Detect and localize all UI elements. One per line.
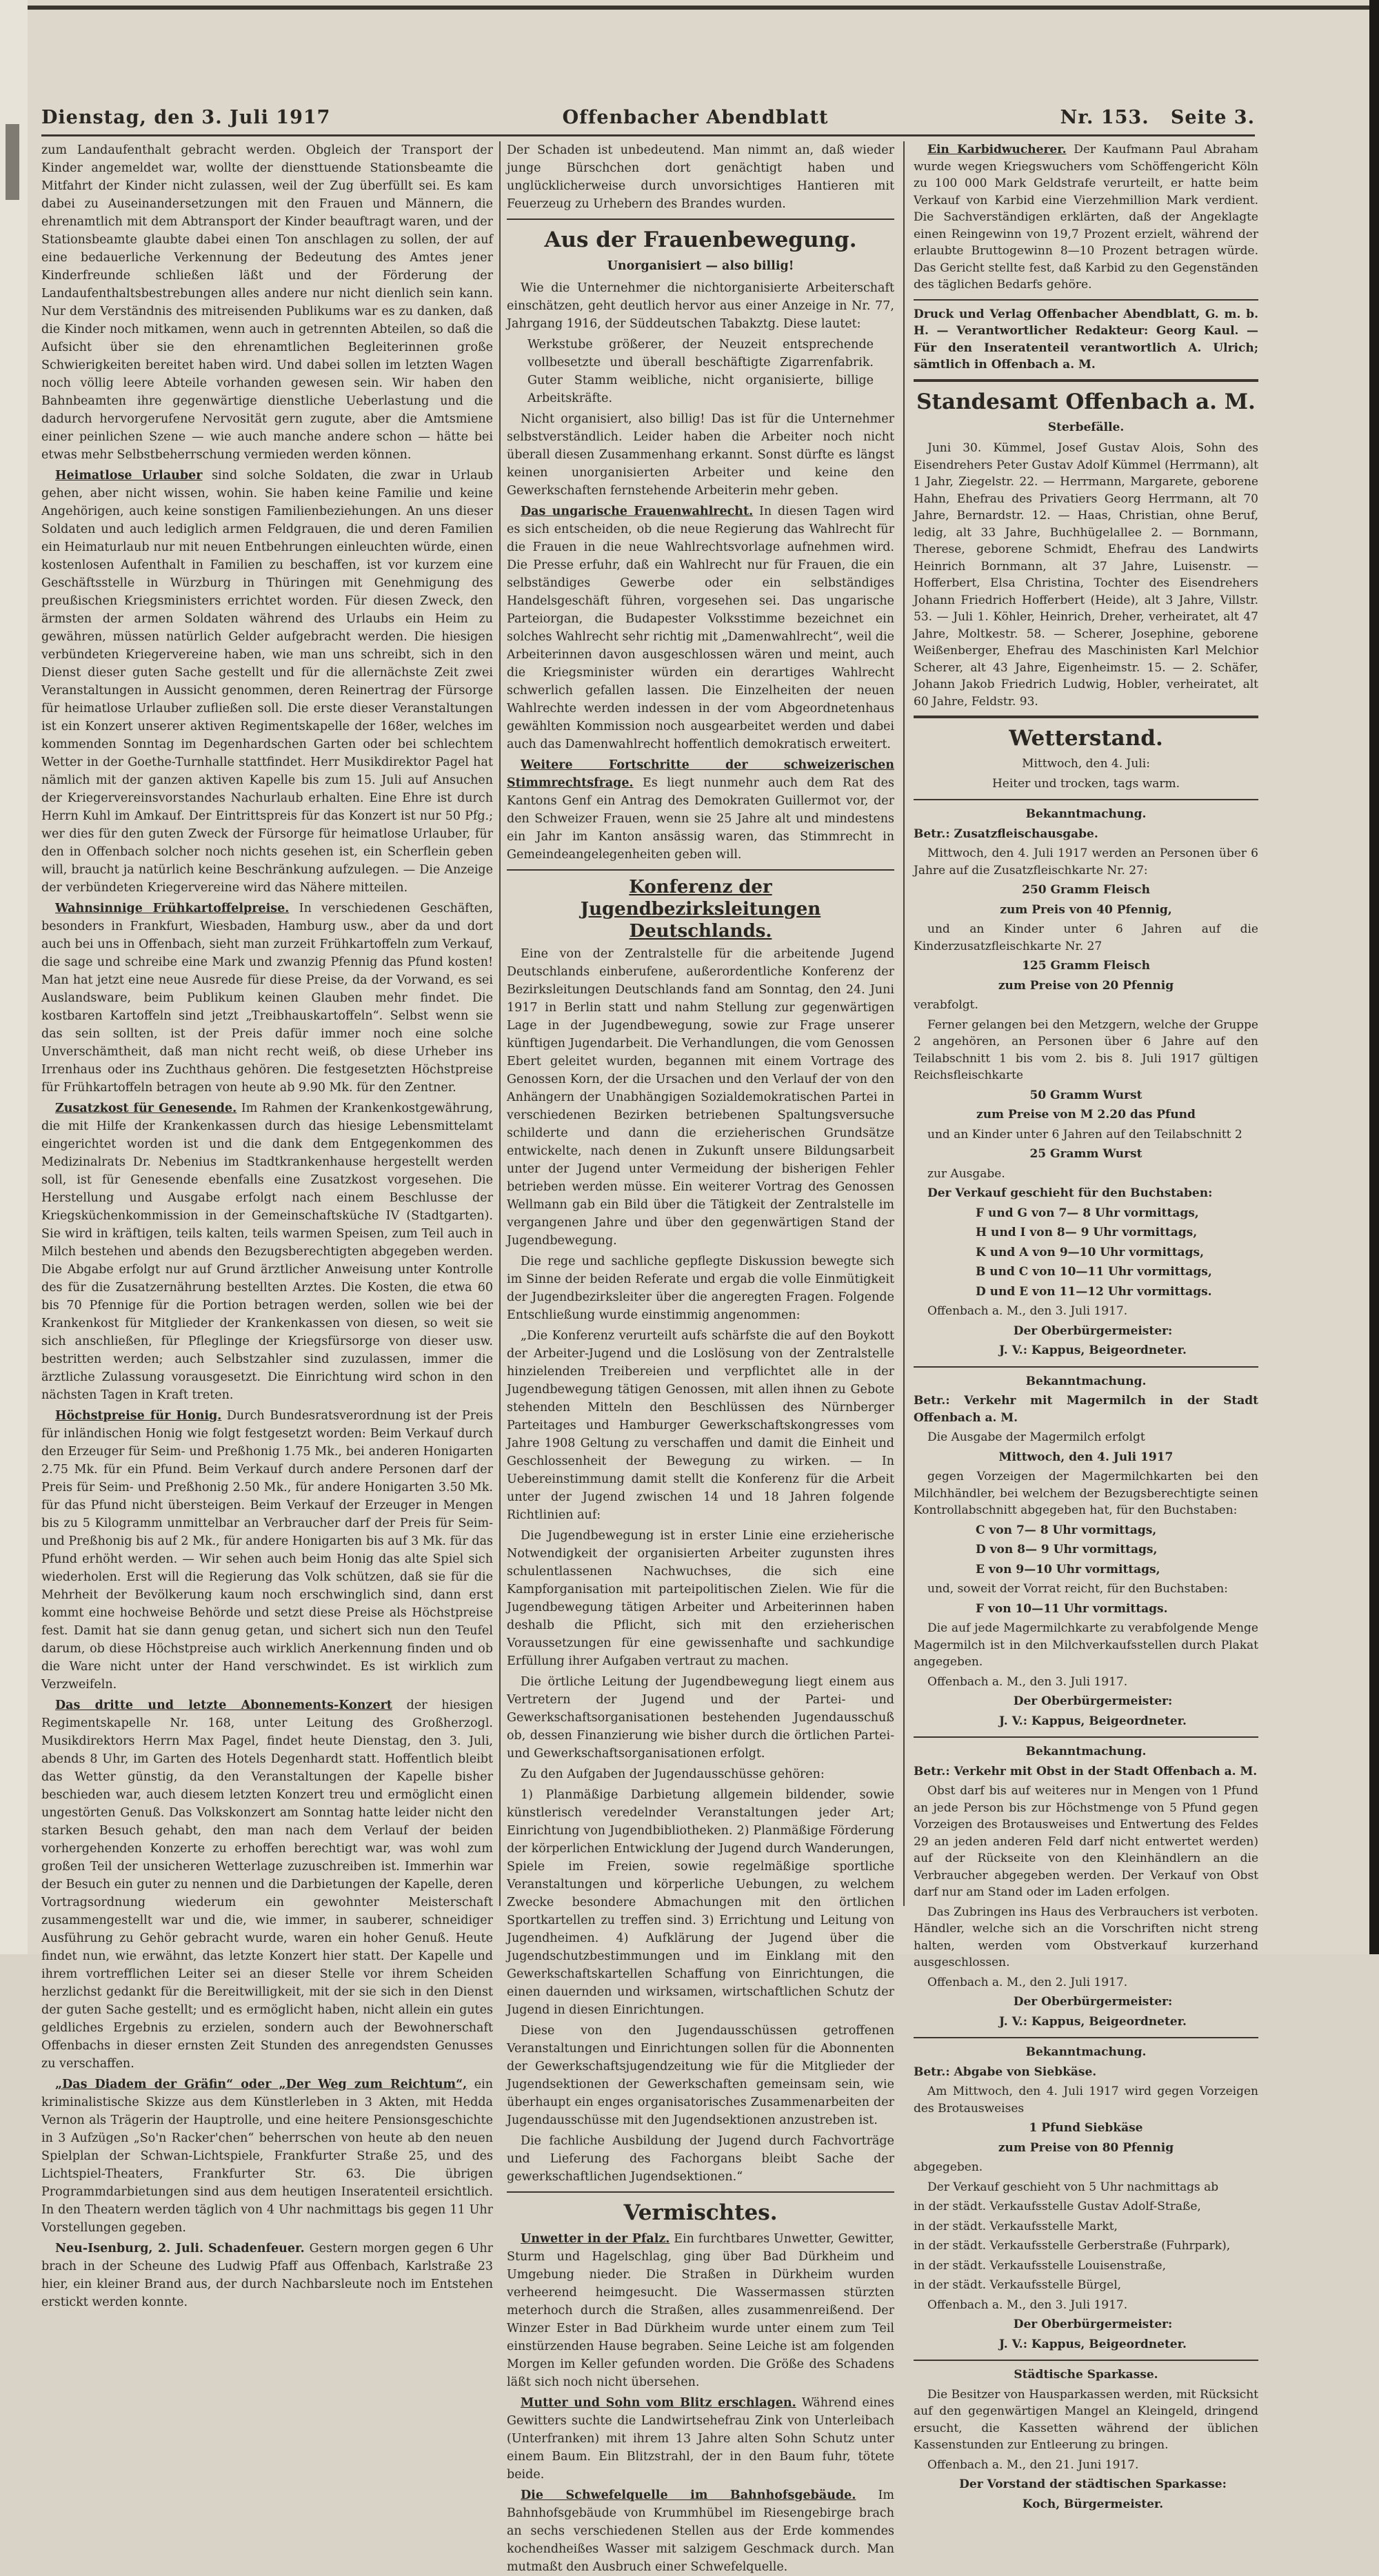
notice-signature: J. V.: Kappus, Beigeordneter. [999, 1343, 1187, 1357]
notice-amount: 50 Gramm Wurst [1029, 1088, 1143, 1102]
section-title-frauenbewegung: Aus der Frauenbewegung. [544, 227, 857, 252]
article-lead: Das ungarische Frauenwahlrecht. [521, 505, 754, 518]
column-rule-1 [499, 141, 501, 1906]
article-text [41, 467, 493, 897]
notice-signature: Der Oberbürgermeister: [1013, 1694, 1173, 1708]
notice-amount: 25 Gramm Wurst [1029, 1147, 1143, 1161]
notice-date: Offenbach a. M., den 21. Juni 1917. [927, 2457, 1139, 2472]
article-body: Gestern morgen gegen 6 Uhr brach in der Scheune des Ludwig Pfaff aus Offenbach, Karlstraße 23 hier, ein kleiner Brand aus, der durch Nachbarsleute noch im Entstehen erstickt werden konnte. [41, 2242, 493, 2309]
notice-text: abgegeben. [914, 2160, 983, 2174]
article-text: „Die Konferenz verurteilt aufs schärfste die auf den Boykott der Arbeiter-Jugend und die Loslösung von der Zentralstelle hinzielenden Treibereien und verpflichtet alle in der Jugendbewegung tätigen Genossen, mit allen ihnen zu Gebote stehenden Mitteln den Beschlüssen des Nürnberger Parteitages und Hamburger Gewerkschaftskongresses vom Jahre 1908 Geltung zu verschaffen und damit die Einheit und Geschlossenheit der Bewegung zu wirken. — In Uebereinstimmung damit stellt die Konferenz für die Arbeit unter der Jugend zwischen 14 und 18 Jahren folgende Richtlinien auf: [507, 1329, 894, 1522]
article-lead: Mutter und Sohn vom Blitz erschlagen. [521, 2396, 796, 2410]
notice-date: Offenbach a. M., den 3. Juli 1917. [927, 2298, 1128, 2312]
top-border [28, 6, 1372, 10]
article-body: Es liegt nunmehr auch dem Rat des Kantons Genf ein Antrag des Demokraten Guillermot vor, der den Schweizer Frauen, wenn sie 25 Jahre alt und mindestens ein Jahr im Kanton ansässig waren, das Stimmrecht in Gemeindeangelegenheiten geben will. [507, 776, 894, 862]
notice-text: Die auf jede Magermilchkarte zu verabfolgende Menge Magermilch ist in den Milchverkaufsstellen durch Plakat angegeben. [914, 1621, 1258, 1669]
section-rule [914, 299, 1258, 301]
notice-title: Städtische Sparkasse. [1014, 2368, 1158, 2382]
article-text [41, 1099, 493, 1404]
article-body: der hiesigen Regimentskapelle Nr. 168, unter Leitung des Großherzogl. Musikdirektors Herrn Max Pagel, findet heute Dienstag, den 3. Juli, abends 8 Uhr, im Garten des Hotels Degenhardt statt. Hoffentlich bleibt das Wetter günstig, da den Veranstaltungen der Kapelle bisher beschieden war, auch diesem letzten Konzert treu und ermöglicht einen ungestörten Genuß. Das Volkskonzert am Sonntag hatte leider nicht den starken Besuch gehabt, den man nach dem Verlauf der beiden vorhergehenden Konzerte zu erhoffen berechtigt war, was wohl zum großen Teil der unsicheren Wetterlage zuzuschreiben ist. Immerhin war der Besuch ein guter zu nennen und die Darbietungen der Kapelle, deren Vortragsordnung wiederum ein gewohnter Meisterschaft zusammengestellt war und die, wie immer, in sauberer, schneidiger Ausführung zu Gehör gebracht wurde, waren ein hoher Genuß. Heute findet nun, wie erwähnt, das letzte Konzert hier statt. Der Kapelle und ihrem vortrefflichen Leiter sei an dieser Stelle vor ihrem Scheiden herzlichst gedankt für die Bereitwilligkeit, mit der sie sich in den Dienst der guten Sache gestellt; und es ermöglicht haben, nicht allein ein gutes geldliches Ergebnis zu erzielen, sondern auch der Bewohnerschaft Offenbachs in dieser ernsten Zeit Stunden des anregendsten Genusses zu verschaffen. [41, 1698, 493, 2071]
notice-text: Die Ausgabe der Magermilch erfolgt [927, 1430, 1145, 1444]
notice-signature: Der Oberbürgermeister: [1013, 2318, 1173, 2331]
article-text [41, 1696, 493, 2073]
article-text [41, 2076, 493, 2237]
notice-subject: Betr.: Verkehr mit Obst in der Stadt Offenbach a. M. [914, 1764, 1258, 1778]
article-body: Ein furchtbares Unwetter, Gewitter, Sturm und Hagelschlag, ging über Bad Dürkheim und Umgebung nieder. Die Straßen in Dürkheim wurden verheerend heimgesucht. Die Wassermassen stürzten meterhoch durch die Straßen, alles zusammenreißend. Der Winzer Ester in Bad Dürkheim wurde unter einem zum Teil einstürzenden Hause begraben. Seine Leiche ist am folgenden Morgen im Keller gefunden worden. Die Größe des Schadens läßt sich noch nicht übersehen. [507, 2232, 894, 2389]
article-text [507, 503, 894, 753]
weather-text: Heiter und trocken, tags warm. [992, 776, 1180, 791]
notice-magermilch [914, 1366, 1258, 1730]
schedule-line: F und G von 7— 8 Uhr vormittags, [976, 1206, 1199, 1220]
column-rule-2 [903, 141, 905, 1906]
section-title-vermischtes: Vermischtes. [623, 2200, 778, 2225]
article-text: Die fachliche Ausbildung der Jugend durch Fachvorträge und Lieferung des Fachorgans bleibt Sache der gewerkschaftlichen Jugendsektionen.“ [507, 2134, 894, 2184]
article-lead: Die Schwefelquelle im Bahnhofsgebäude. [521, 2488, 856, 2502]
notice-text: Ferner gelangen bei den Metzgern, welche der Gruppe 2 angehören, an Personen über 6 Jahre auf den Teilabschnitt 1 bis vom 2. bis 8. Juli 1917 gültigen Reichsfleischkarte [914, 1017, 1258, 1082]
standesamt-subtitle: Sterbefälle. [1047, 420, 1125, 434]
article-body: Im Rahmen der Krankenkostgewährung, die mit Hilfe der Krankenkassen durch das hiesige Lebensmittelamt eingerichtet worden ist und die dank dem Entgegenkommen des Medizinalrats Dr. Nebenius im Stadtkrankenhause hergestellt werden soll, ist für Genesende ebenfalls eine Zusatzkost vorgesehen. Die Herstellung und Ausgabe erfolgt nach einem Beschlusse der Kriegsküchenkommission in der Gemeinschaftsküche IV (Stadtgarten). Sie wird in kräftigen, teils kalten, teils warmen Speisen, zum Teil auch in Milch bestehen und abends den Bezugsberechtigten abgegeben werden. Die Abgabe erfolgt nur auf Grund ärztlicher Anweisung unter Kontrolle des für die Zusatzernährung bestellten Arztes. Die Kosten, die etwa 60 bis 70 Pfennige für die Portion betragen werden, sollen wie bei der Krankenkost für Mitglieder der Krankenkassen von diesen, so weit sie sich anschließen, für Pfleglinge der Kriegsfürsorge von dieser usw. bestritten werden; auch Selbstzahler sind zuzulassen, immer die ärztliche Zulassung vorausgesetzt. Die Einrichtung wird schon in den nächsten Tagen in Kraft treten. [41, 1102, 493, 1402]
sales-location: in der städt. Verkaufsstelle Louisenstraße, [914, 2258, 1167, 2273]
article-text [507, 2486, 894, 2576]
sales-location: in der städt. Verkaufsstelle Markt, [914, 2219, 1118, 2233]
notice-sparkasse [914, 2360, 1258, 2513]
page-right-edge [1369, 0, 1379, 1954]
notice-price: zum Preise von 20 Pfennig [998, 978, 1174, 993]
notice-text: Mittwoch, den 4. Juli 1917 werden an Personen über 6 Jahre auf die Zusatzfleischkarte Nr. 27: [914, 846, 1258, 878]
schedule-line: F von 10—11 Uhr vormittags. [976, 1601, 1168, 1616]
notice-text: Der Verkauf geschieht von 5 Uhr nachmittags ab [927, 2180, 1219, 2194]
article-text [914, 141, 1258, 294]
section-subtitle: Unorganisiert — also billig! [607, 259, 794, 273]
column-3 [914, 141, 1259, 2511]
notice-price: zum Preis von 40 Pfennig, [1000, 902, 1172, 917]
imprint: Druck und Verlag Offenbacher Abendblatt, G. m. b. H. — Verantwortlicher Redakteur: Georg Kaul. — Für den Inseratenteil verantwortlich A. Ulrich; sämtlich in Offenbach a. M. [914, 307, 1258, 372]
sales-location: in der städt. Verkaufsstelle Gerberstraße (Fuhrpark), [914, 2239, 1231, 2253]
notice-subject: Betr.: Verkehr mit Magermilch in der Stadt Offenbach a. M. [914, 1394, 1258, 1425]
article-text: Die örtliche Leitung der Jugendbewegung liegt einem aus Vertretern der Jugend und der Partei- und Gewerkschaftsorganisationen bestehenden Jugendausschuß ob, dessen Finanzierung wie bisher durch die örtlichen Partei- und Gewerkschaftsorganisationen erfolgt. [507, 1675, 894, 1761]
article-dateline: Neu-Isenburg, 2. Juli. [55, 2242, 204, 2255]
article-text [41, 900, 493, 1097]
notice-amount: 1 Pfund Siebkäse [1029, 2121, 1143, 2135]
article-text: Die rege und sachliche gepflegte Diskussion bewegte sich im Sinne der beiden Referate und ergab die volle Einmütigkeit der Jugendbezirksleiter über die angeregten Fragen. Folgende Entschließung wurde einstimmig angenommen: [507, 1255, 894, 1322]
article-text: Wie die Unternehmer die nichtorganisierte Arbeiterschaft einschätzen, geht deutlich hervor aus einer Anzeige in Nr. 77, Jahrgang 1916, der Süddeutschen Tabakztg. Diese lautet: [507, 281, 894, 331]
notice-subject: Betr.: Abgabe von Siebkäse. [914, 2065, 1097, 2079]
article-body: sind solche Soldaten, die zwar in Urlaub gehen, aber nicht wissen, wohin. Sie haben keine Familie und keine Angehörigen, auch keine sonstigen Familienbeziehungen. An uns dieser Soldaten und auch lediglich armen Feldgrauen, die und deren Familien ein Heimaturlaub nur mit neuen Entbehrungen einleuchten würde, einen kostenlosen Aufenthalt in Familien zu beschaffen, ist vor kurzem eine Geschäftsstelle in Würzburg in Thüringen mit Genehmigung des preußischen Kriegsministers errichtet worden. Für diesen Zweck, den ärmsten der armen Soldaten während des Urlaubs ein Heim zu gewähren, müssen natürlich Gelder aufgebracht werden. Die hiesigen verbündeten Kriegervereine haben, wie man uns schreibt, sich in den Dienst dieser guten Sache gestellt und für die allernächste Zeit zwei Veranstaltungen in Aussicht genommen, deren Reinertrag der Fürsorge für heimatlose Urlauber zufließen soll. Die erste dieser Veranstaltungen ist ein Konzert unserer aktiven Regimentskapelle der 168er, welches im kommenden Sonntag im Degenhardschen Garten oder bei schlechtem Wetter in der Goethe-Turnhalle stattfindet. Herr Musikdirektor Pagel hat nämlich mit der ganzen aktiven Kapelle bis zum 15. Juli auf Ansuchen der Kriegervereinsvorstandes Nachurlaub erhalten. Eine Ehre ist durch Herrn Kuhl im Amkauf. Der Eintrittspreis für das Konzert ist nur 50 Pfg.; wer dies für den guten Zweck der Fürsorge für heimatlose Urlauber, für den in Offenbach solcher noch nichts gesehen ist, ein Scherflein geben will, braucht ja natürlich keine Beschränkung aufzulegen. — Die Anzeige der verbündeten Kriegervereine wird das Nähere mitteilen. [41, 469, 494, 895]
schedule-line: K und A von 9—10 Uhr vormittags, [976, 1245, 1205, 1259]
schedule-line: C von 7— 8 Uhr vormittags, [976, 1523, 1157, 1537]
page-left-margin [0, 0, 28, 1954]
header-issue: Nr. 153. [1060, 106, 1149, 128]
article-lead: „Das Diadem der Gräfin“ oder „Der Weg zum Reichtum“, [55, 2078, 467, 2091]
notice-amount: 250 Gramm Fleisch [1022, 883, 1150, 897]
article-text: Diese von den Jugendausschüssen getroffenen Veranstaltungen und Einrichtungen sollen für die Abonnenten der Gewerkschaftsjugendzeitung wie für die Mitglieder der Jugendsektionen der Gewerkschaften gemeinsam sein, wie überhaupt ein enges organisatorisches Zusammenarbeiten der Jugendausschüsse mit den Jugendsektionen anzustreben ist. [507, 2024, 894, 2127]
section-rule [507, 219, 894, 220]
section-rule [507, 869, 894, 871]
header-date: Dienstag, den 3. Juli 1917 [41, 106, 331, 128]
article-lead: Ein Karbidwucherer. [927, 143, 1067, 156]
notice-price: zum Preise von 80 Pfennig [998, 2140, 1174, 2155]
notice-text: zur Ausgabe. [927, 1166, 1005, 1181]
header-issue-page [1060, 107, 1255, 128]
notice-title: Bekanntmachung. [1025, 807, 1147, 821]
article-text: Der Schaden ist unbedeutend. Man nimmt an, daß wieder junge Bürschchen dort genächtigt haben und unglücklicherweise durch unvorsichtiges Hantieren mit Feuerzeug zu Urhebern des Brandes wurden. [507, 143, 894, 211]
article-body: ein kriminalistische Skizze aus dem Künstlerleben in 3 Akten, mit Hedda Vernon als Trägerin der Hauptrolle, und eine heitere Pensionsgeschichte in 3 Aufzügen „So'n Racker'chen“ beherrschen von heute ab den neuen Spielplan der Schwan-Lichtspiele, Frankfurter Straße 25, und des Lichtspiel-Theaters, Frankfurter Str. 63. Die übrigen Programmdarbietungen sind aus dem heutigen Inseratenteil ersichtlich. In den Theatern werden täglich von 4 Uhr nachmittags bis gegen 11 Uhr Vorstellungen gegeben. [41, 2078, 493, 2235]
article-text: Zu den Aufgaben der Jugendausschüsse gehören: [521, 1767, 825, 1781]
notice-signature: J. V.: Kappus, Beigeordneter. [999, 1714, 1187, 1728]
notice-text: Der Verkauf geschieht für den Buchstaben: [927, 1186, 1213, 1200]
article-body: Durch Bundesratsverordnung ist der Preis für inländischen Honig wie folgt festgesetzt worden: Beim Verkauf durch den Erzeuger für Seim- und Preßhonig 1.75 Mk., bei anderen Honigarten 2.75 Mk. für ein Pfund. Beim Verkauf durch andere Personen darf der Preis für Seim- und Preßhonig 2.50 Mk., für andere Honigarten 3.50 Mk. für das Pfund nicht übersteigen. Beim Verkauf der Erzeuger in Mengen bis zu 5 Kilogramm unmittelbar an Verbraucher darf der Preis für Seim- und Preßhonig bis auf 2 Mk., für andere Honigarten bis auf 3 Mk. für das Pfund erhöht werden. — Wir sehen auch beim Honig das alte Spiel sich wiederholen. Erst will die Regierung das Volk schützen, daß sie für die Mehrheit der Bevölkerung kaum noch erschwinglich sind, dann erst kommt eine hochweise Behörde und setzt diese Preise als Höchstpreise fest. Damit hat sie dann genug getan, und sichert sich nun den Teufel darum, ob diese Höchstpreise auch wirklich Anerkennung finden und ob die Ware nicht unter der Hand verschwindet. Es ist wirklich zum Verzweifeln. [41, 1409, 493, 1692]
quoted-advert: Werkstube größerer, der Neuzeit entsprechende vollbesetzte und überall beschäftigte Zigarrenfabrik. Guter Stamm weibliche, nicht organisierte, billige Arbeitskräfte. [527, 338, 874, 405]
article-lead: Schadenfeuer. [208, 2242, 305, 2255]
article-lead: Zusatzkost für Genesende. [55, 1102, 237, 1115]
article-lead: Höchstpreise für Honig. [55, 1409, 222, 1423]
notice-signature: Der Oberbürgermeister: [1013, 1324, 1173, 1338]
article-lead: Weitere Fortschritte der schweizerischen Stimmrechtsfrage. [507, 758, 894, 790]
notice-signature: Der Oberbürgermeister: [1013, 1995, 1173, 2009]
notice-signature: Der Vorstand der städtischen Sparkasse: [959, 2477, 1227, 2491]
notice-obst [914, 1736, 1258, 2030]
page-header [41, 103, 1255, 131]
notice-text: Das Zubringen ins Haus des Verbrauchers ist verboten. Händler, welche sich an die Vorschriften nicht streng halten, werden vom Obstverkauf kurzerhand ausgeschlossen. [914, 1905, 1258, 1969]
notice-zusatzfleisch [914, 799, 1258, 1359]
article-text: Die Jugendbewegung ist in erster Linie eine erzieherische Notwendigkeit der organisierten Arbeiter zugunsten ihres schulentlassenen Nachwuchses, die sich eine Kampforganisation mit parteipolitischen Zielen. Wie für die Jugendbewegung tätigen Arbeiter und Arbeiterinnen haben deshalb die Pflicht, sich mit den erzieherischen Voraussetzungen für eine gewissenhafte und sachkundige Erfüllung ihrer Aufgaben vertraut zu machen. [507, 1529, 894, 1668]
article-body: Im Bahnhofsgebäude von Krummhübel im Riesengebirge brach an sechs verschiedenen Stellen aus der Erde kommendes kochendheißes Wasser mit salzigem Geschmack durch. Man mutmaßt den Ausbruch einer Schwefelquelle. [507, 2488, 894, 2574]
schedule-line: H und I von 8— 9 Uhr vormittags, [976, 1226, 1198, 1239]
sales-location: in der städt. Verkaufsstelle Bürgel, [914, 2278, 1122, 2292]
notice-text: gegen Vorzeigen der Magermilchkarten bei den Milchhändler, bei welchem der Bezugsberechtigte seinen Kontrollabschnitt abgegeben hat, für den Buchstaben: [914, 1470, 1258, 1517]
notice-text: und, soweit der Vorrat reicht, für den Buchstaben: [927, 1582, 1228, 1596]
schedule-line: B und C von 10—11 Uhr vormittags, [976, 1265, 1212, 1279]
article-text [41, 1407, 493, 1694]
schedule-line: E von 9—10 Uhr vormittags, [976, 1562, 1160, 1576]
schedule-line: D und E von 11—12 Uhr vormittags. [976, 1284, 1212, 1299]
notice-text: und an Kinder unter 6 Jahren auf den Teilabschnitt 2 [927, 1127, 1242, 1142]
section-title-konferenz: Konferenz der Jugendbezirksleitungen Deutschlands. [580, 877, 821, 942]
article-body: In verschiedenen Geschäften, besonders in Frankfurt, Wiesbaden, Hamburg usw., aber da und dort auch bei uns in Offenbach, sieht man zurzeit Frühkartoffeln zum Verkauf, die sage und schreibe eine Mark und zwanzig Pfennig das Pfund kosten! Man hat jetzt eine neue Ausrede für diese Preise, da der Vorwand, es sei Auslandsware, beim Publikum keinen Glauben mehr findet. Die kostbaren Kartoffeln sind jetzt „Treibhauskartoffeln“. Selbst wenn sie das sein sollten, ist der Preis dafür immer noch eine solche Unverschämtheit, daß man nicht recht weiß, ob diese Urheber ins Irrenhaus oder ins Zuchthaus gehören. Die festgesetzten Höchstpreise für Frühkartoffeln betragen von heute ab 9.90 Mk. für den Zentner. [41, 902, 493, 1095]
article-text [507, 2394, 894, 2484]
article-body: In diesen Tagen wird es sich entscheiden, ob die neue Regierung das Wahlrecht für die Frauen in die neue Wahlrechtsvorlage aufnehmen wird. Die Presse erfuhr, daß ein Wahlrecht nur für Frauen, die ein selbständiges Gewerbe oder ein selbständiges Handelsgeschäft führen, vorgesehen sei. Das ungarische Parteiorgan, die Budapester Volksstimme bezeichnet ein solches Wahlrecht sehr richtig mit „Damenwahlrecht“, weil die Arbeiterinnen davon ausgeschlossen wären und meint, auch die Kriegsminister würden ein derartiges Wahlrecht schwerlich gefallen lassen. Die Einzelheiten der neuen Wahlrechte werden indessen in der vom Abgeordnetenhaus gewählten Kommission noch ausgearbeitet werden und dabei auch das Damenwahlrecht hoffentlich demokratisch erweitert. [507, 505, 894, 751]
notice-siebkaese [914, 2037, 1258, 2353]
article-text: zum Landaufenthalt gebracht werden. Obgleich der Transport der Kinder angemeldet war, wollte der diensttuende Stationsbeamte die Mitfahrt der Kinder nicht zulassen, weil der Zug überfüllt sei. Es kam dabei zu Auseinandersetzungen mit den Frauen und Männern, die ehrenamtlich mit dem Abtransport der Kinder beauftragt waren, und der Stationsbeamte glaubte dabei einen Ton anschlagen zu sollen, der auf eine bedauerliche Verkennung der Bedeutung des Amtes jener Kinderfreunde schließen läßt und der Förderung der Landaufenthaltsbestrebungen alles andere nur nicht dienlich sein kann. Nur dem Verständnis des mitreisenden Publikums war es zu danken, daß die Kinder noch mitkamen, wenn auch in getrennten Abteilen, so daß die Aufsicht über sie den ehrenamtlichen Begleiterinnen große Schwierigkeiten bereitet haben wird. Und dabei sollen im letzten Wagen noch völlig leere Abteile vorhanden gewesen sein. Wir haben den Bahnbeamten ihre gegenwärtige dienstliche Ueberlastung und die dadurch hervorgerufene Nervosität gern zugute, aber die Amtsmiene einer peinlichen Szene — wie auch manche andere schon — hätte bei etwas mehr Selbstbeherrschung vermieden werden können. [41, 143, 493, 462]
notice-title: Bekanntmachung. [1025, 1374, 1147, 1388]
notice-date: Offenbach a. M., den 3. Juli 1917. [927, 1304, 1128, 1318]
article-text: Eine von der Zentralstelle für die arbeitende Jugend Deutschlands einberufene, außerordentliche Konferenz der Bezirksleitungen Deutschlands fand am Sonntag, den 24. Juni 1917 in Berlin statt und nahm Stellung zur gegenwärtigen Lage in der Jugendbewegung, sowie zur Frage unserer künftigen Jugendarbeit. Die Verhandlungen, die vom Genossen Ebert geleitet wurden, begannen mit einem Vortrage des Genossen Korn, der die Ursachen und den Verlauf der von den Anhängern der Unabhängigen Sozialdemokratischen Partei in verschiedenen Bezirken betriebenen Spaltungsversuche schilderte und dann die erzieherischen Grundsätze entwickelte, nach denen in Zukunft unsere Bildungsarbeit unter der Jugend unter Vermeidung der bisherigen Fehler betrieben werden müsse. Ein weiterer Vortrag des Genossen Wellmann gab ein Bild über die Tätigkeit der Zentralstelle im vergangenen Jahre und über den gegenwärtigen Stand der Jugendbewegung. [507, 947, 894, 1248]
notice-text: Am Mittwoch, den 4. Juli 1917 wird gegen Vorzeigen des Brotausweises [914, 2085, 1258, 2116]
article-text: Nicht organisiert, also billig! Das ist für die Unternehmer selbstverständlich. Leider haben die Arbeiter noch nicht überall diesen Zusammenhang erkannt. Sonst dürfte es längst keinen unorganisierten Arbeiter und keine den Gewerkschaften fernstehende Arbeiterin mehr geben. [507, 412, 894, 498]
notice-amount: 125 Gramm Fleisch [1022, 959, 1150, 973]
notice-subject: Betr.: Zusatzfleischausgabe. [914, 826, 1098, 841]
article-lead: Heimatlose Urlauber [55, 469, 203, 483]
article-list: 1) Planmäßige Darbietung allgemein bildender, sowie künstlerisch veredelnder Veranstaltungen jeder Art; Einrichtung von Jugendbibliotheken. 2) Planmäßige Förderung der körperlichen Entwicklung der Jugend durch Wanderungen, Spiele im Freien, sowie regelmäßige sportliche Veranstaltungen und körperliche Uebungen, zu welchem Zwecke besondere Abmachungen mit den örtlichen Sportkartellen zu treffen sind. 3) Errichtung und Leitung von Jugendheimen. 4) Aufklärung der Jugend über die Jugendschutzbestimmungen und im Einklang mit den Gewerkschaftskartellen Schaffung von Einrichtungen, die einen dauernden und wirksamen, wirtschaftlichen Schutz der Jugend in diesen Einrichtungen. [507, 1788, 894, 2017]
notice-title: Bekanntmachung. [1025, 2045, 1147, 2059]
article-lead: Unwetter in der Pfalz. [521, 2232, 670, 2246]
section-rule [507, 2191, 894, 2193]
header-rule [41, 134, 1255, 136]
article-body: Während eines Gewitters suchte die Landwirtsehefrau Zink von Unterleibach (Unterfranken) mit ihrem 13 Jahre alten Sohn Schutz unter einem Baum. Ein Blitzstrahl, der in den Baum fuhr, tötete beide. [507, 2396, 894, 2482]
article-text [41, 2240, 493, 2311]
notice-date: Offenbach a. M., den 2. Juli 1917. [927, 1975, 1128, 1989]
notice-signature: J. V.: Kappus, Beigeordneter. [999, 2014, 1187, 2029]
weather-date: Mittwoch, den 4. Juli: [1022, 757, 1150, 771]
notice-date: Offenbach a. M., den 3. Juli 1917. [927, 1674, 1128, 1689]
notice-signature: Koch, Bürgermeister. [1022, 2497, 1164, 2511]
weather-title: Wetterstand. [1009, 726, 1163, 751]
standesamt-title: Standesamt Offenbach a. M. [916, 389, 1256, 414]
sales-location: in der städt. Verkaufsstelle Gustav Adolf-Straße, [914, 2200, 1201, 2213]
column-1 [41, 141, 494, 2309]
header-page: Seite 3. [1170, 106, 1255, 128]
notice-text: Obst darf bis auf weiteres nur in Mengen von 1 Pfund an jede Person bis zur Höchstmenge von 5 Pfund gegen Vorzeigen des Brotausweises und Entwertung des Feldes 29 an jeden anderen Feld darf nicht entwertet werden) auf der Rückseite von den Kleinhändlern an die Verbraucher abgegeben werden. Der Verkauf von Obst darf nur am Stand oder im Laden erfolgen. [914, 1784, 1258, 1899]
article-lead: Wahnsinnige Frühkartoffelpreise. [55, 902, 290, 915]
notice-date-emph: Mittwoch, den 4. Juli 1917 [998, 1450, 1174, 1464]
notice-price: zum Preise von M 2.20 das Pfund [976, 1108, 1196, 1122]
article-text [507, 756, 894, 864]
article-lead: Das dritte und letzte Abonnements-Konzert [55, 1698, 392, 1712]
section-rule [914, 379, 1258, 382]
notice-text: Die Besitzer von Hausparkassen werden, mit Rücksicht auf den gegenwärtigen Mangel an Kleingeld, dringend ersucht, die Kassetten während der üblichen Kassenstunden zur Entleerung zu bringen. [914, 2387, 1258, 2452]
notice-title: Bekanntmachung. [1025, 1745, 1147, 1758]
article-text [507, 2230, 894, 2391]
column-2 [507, 141, 894, 2574]
notice-text: und an Kinder unter 6 Jahren auf die Kinderzusatzfleischkarte Nr. 27 [914, 922, 1258, 953]
section-rule [914, 716, 1258, 718]
standesamt-text: Juni 30. Kümmel, Josef Gustav Alois, Sohn des Eisendrehers Peter Gustav Adolf Kümmel (Herrmann), alt 1 Jahr, Ziegelstr. 22. — Herrmann, Margarete, geborene Hahn, Ehefrau des Privatiers Georg Herrmann, alt 70 Jahre, Bernardstr. 12. — Haas, Christian, ohne Beruf, ledig, alt 33 Jahre, Buchhügelallee 2. — Bornmann, Therese, geborene Schmidt, Ehefrau des Landwirts Heinrich Bornmann, alt 37 Jahre, Luisenstr. — Hofferbert, Elsa Christina, Tochter des Eisendrehers Johann Friedrich Hofferbert (Heide), alt 3 Jahre, Villstr. 53. — Juli 1. Köhler, Heinrich, Dreher, verheiratet, alt 47 Jahre, Moltkestr. 58. — Scherer, Josephine, geborene Weißenberger, Ehefrau des Maschinisten Karl Melchior Scherer, alt 43 Jahre, Eigenheimstr. 15. — 2. Schäfer, Johann Jakob Friedrich Ludwig, Hobler, verheiratet, alt 60 Jahre, Feldstr. 93. [914, 441, 1258, 709]
notice-signature: J. V.: Kappus, Beigeordneter. [999, 2337, 1187, 2351]
notice-text: verabfolgt. [914, 998, 978, 1012]
article-body: Der Kaufmann Paul Abraham wurde wegen Kriegswuchers vom Schöffengericht Köln zu 100 000 Mark Geldstrafe verurteilt, er hatte beim Verkauf von Karbid eine Vierzehmillion Mark verdient. Die Sachverständigen erklärten, daß der Angeklagte einen Reingewinn von 19,7 Prozent erzielt, während der erlaubte Bruttogewinn 8—10 Prozent betragen würde. Das Gericht stellte fest, daß Karbid zu den Gegenständen des täglichen Bedarfs gehöre. [914, 143, 1259, 292]
schedule-line: D von 8— 9 Uhr vormittags, [976, 1543, 1158, 1556]
header-paper-name: Offenbacher Abendblatt [562, 106, 829, 128]
